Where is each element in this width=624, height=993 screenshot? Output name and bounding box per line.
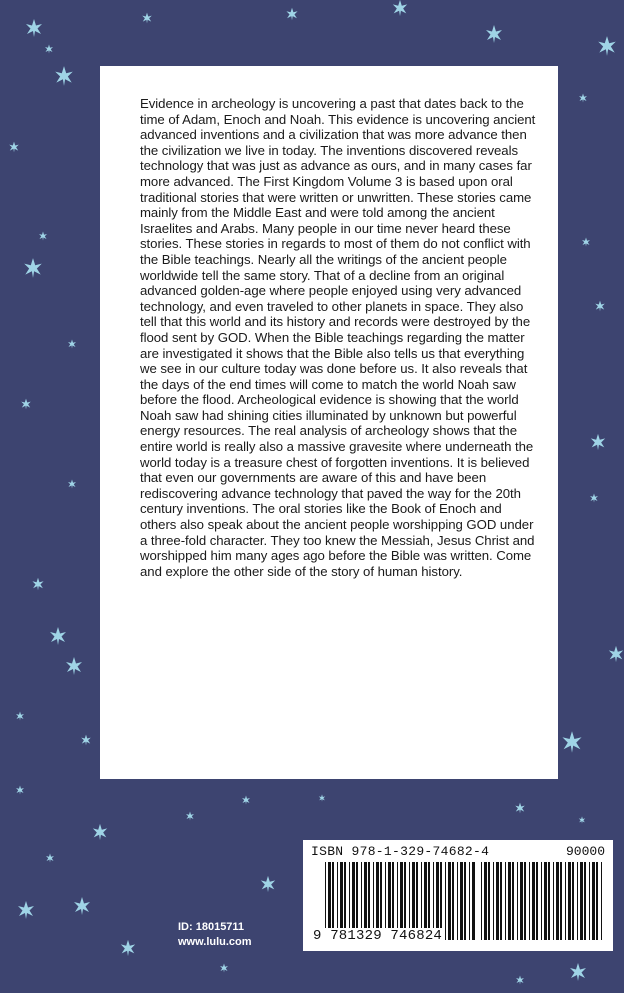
star-icon — [598, 36, 616, 56]
star-icon — [579, 94, 587, 103]
star-icon — [562, 731, 581, 753]
barcode-bar — [544, 862, 547, 940]
star-icon — [68, 480, 76, 489]
star-icon — [16, 712, 24, 721]
description-panel — [100, 66, 558, 779]
star-icon — [46, 854, 54, 863]
star-icon — [50, 627, 66, 645]
star-icon — [55, 66, 73, 86]
star-icon — [66, 657, 82, 675]
star-icon — [595, 301, 605, 312]
barcode-bar — [452, 862, 454, 940]
barcode-bar — [469, 862, 470, 940]
star-icon — [515, 803, 525, 814]
barcode-bar — [512, 862, 514, 940]
barcode-bar — [589, 862, 590, 940]
barcode-bar — [457, 862, 458, 940]
barcode-bar — [568, 862, 571, 940]
barcode-bar — [496, 862, 499, 940]
barcode-bar — [577, 862, 578, 940]
star-icon — [93, 824, 107, 840]
star-icon — [393, 0, 407, 16]
isbn-label: ISBN 978-1-329-74682-4 — [311, 844, 490, 859]
star-icon — [582, 238, 590, 247]
barcode-bar — [548, 862, 550, 940]
star-icon — [186, 812, 194, 821]
star-icon — [242, 796, 250, 805]
barcode-bar — [508, 862, 511, 940]
star-icon — [9, 142, 19, 153]
star-icon — [319, 794, 325, 801]
barcode-bar — [500, 862, 502, 940]
barcode-number: 9 781329 746824 — [313, 928, 443, 944]
barcode-bar — [493, 862, 494, 940]
barcode-bar — [445, 862, 446, 940]
star-icon — [609, 646, 623, 662]
barcode-panel — [303, 840, 613, 951]
barcode-bar — [481, 862, 482, 940]
barcode-bar — [520, 862, 523, 940]
barcode-bar — [572, 862, 574, 940]
star-icon — [516, 976, 524, 985]
barcode-bar — [565, 862, 566, 940]
star-icon — [121, 940, 135, 956]
star-icon — [24, 258, 42, 278]
star-icon — [45, 45, 53, 54]
barcode-bar — [584, 862, 586, 940]
barcode-bar — [532, 862, 535, 940]
barcode-bar — [580, 862, 583, 940]
star-icon — [286, 8, 297, 21]
star-icon — [26, 19, 42, 37]
barcode-bar — [556, 862, 559, 940]
barcode-bar — [529, 862, 530, 940]
barcode-bar — [524, 862, 526, 940]
star-icon — [68, 340, 76, 349]
star-icon — [81, 735, 91, 746]
star-icon — [16, 786, 24, 795]
price-code: 90000 — [565, 844, 605, 859]
star-icon — [590, 494, 598, 503]
barcode-bar — [553, 862, 554, 940]
publisher-website: www.lulu.com — [178, 936, 252, 948]
publisher-id: ID: 18015711 — [178, 921, 245, 933]
star-icon — [39, 232, 47, 241]
barcode-bar — [484, 862, 487, 940]
star-icon — [579, 816, 585, 823]
barcode-bar — [541, 862, 542, 940]
star-icon — [570, 963, 586, 981]
star-icon — [74, 897, 90, 915]
star-icon — [591, 434, 605, 450]
star-icon — [142, 13, 152, 24]
barcode-bar — [448, 862, 451, 940]
barcode-bar — [517, 862, 518, 940]
book-description: Evidence in archeology is uncovering a past that dates back to the time of Adam, Enoch and Noah. This evidence is uncovering ancient advanced inventions and a civilization that was more advance then the civilization we live in today. The inventions discovered reveals technology that was just as advance as ours, and in many cases far more advanced. The First Kingdom Volume 3 is based upon oral traditional stories that were written or unwritten. These stories came mainly from the Middle East and were told among the ancient Israelites and Arabs. Many people in our time never heard these stories. These stories in regards to most of them do not conflict with the Bible teachings. Nearly all the writings of the ancient people worldwide tell the same story. That of a decline from an original advanced golden-age where people enjoyed using very advanced technology, and even traveled to other planets in space. They also tell that this world and its history and records were destroyed by the flood sent by GOD. When the Bible teachings regarding the matter are investigated it shows that the Bible also tells us that everything we see in our culture today was done before us. It also reveals that the days of the end times will come to match the world Noah saw before the flood. Archeological evidence is showing that the world Noah saw had shining cities illuminated by unknown but powerful energy resources. The real analysis of archeology shows that the entire world is really also a massive gravesite where underneath the world today is a treasure chest of forgotten inventions. It is believed that even our governments are aware of this and have been rediscovering advance technology that paved the way for the 20th century inventions. The oral stories like the Book of Enoch and others also speak about the ancient people worshipping GOD under a three-fold character. They too knew the Messiah, Jesus Christ and worshipped him many ages ago before the Bible was written. Come and explore the other side of the story of human history. — [140, 96, 536, 579]
barcode-bar — [601, 862, 602, 940]
barcode-bar — [592, 862, 595, 940]
barcode-bar — [472, 862, 475, 940]
star-icon — [32, 578, 43, 591]
star-icon — [261, 876, 275, 892]
star-icon — [486, 25, 502, 43]
barcode-bar — [560, 862, 562, 940]
barcode-bar — [464, 862, 466, 940]
star-icon — [220, 964, 228, 973]
star-icon — [21, 399, 31, 410]
barcode-bar — [460, 862, 463, 940]
publisher-info — [178, 920, 252, 950]
barcode-bar — [536, 862, 538, 940]
barcode-bar — [505, 862, 506, 940]
star-icon — [18, 901, 34, 919]
barcode-bar — [488, 862, 490, 940]
barcode-bar — [596, 862, 598, 940]
